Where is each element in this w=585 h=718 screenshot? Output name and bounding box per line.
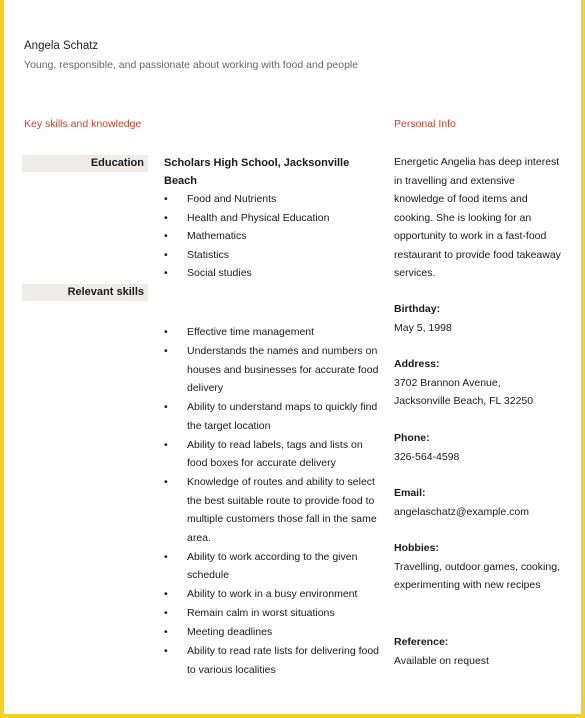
education-list xyxy=(164,190,379,283)
email-block xyxy=(394,484,564,521)
list-item: • Understands the names and numbers on houses and businesses for accurate food delivery xyxy=(164,342,379,398)
list-item: • Meeting deadlines xyxy=(164,623,379,642)
list-item: • Health and Physical Education xyxy=(164,209,379,228)
birthday-block xyxy=(394,300,564,337)
email-value: angelaschatz@example.com xyxy=(394,505,529,518)
phone-block xyxy=(394,429,564,466)
resume-page xyxy=(4,0,581,714)
reference-block xyxy=(394,633,564,670)
list-item: • Effective time management xyxy=(164,323,379,342)
personal-summary: Energetic Angelia has deep interest in travelling and extensive knowledge of food items and cooking. She is looking for an opportunity to work in a fast-food restaurant to provide food takeaway services. xyxy=(394,156,561,279)
address-label: Address: xyxy=(394,358,440,370)
list-item: • Food and Nutrients xyxy=(164,190,379,209)
reference-value: Available on request xyxy=(394,654,489,667)
list-item: • Ability to work in a busy environment xyxy=(164,585,379,604)
skills-list xyxy=(164,323,379,680)
list-item: • Mathematics xyxy=(164,227,379,246)
list-item: • Ability to understand maps to quickly find the target location xyxy=(164,398,379,435)
birthday-label: Birthday: xyxy=(394,303,441,315)
list-item: • Ability to work according to the given schedule xyxy=(164,548,379,585)
school-name: Scholars High School, Jacksonville Beach xyxy=(164,157,350,187)
birthday-value: May 5, 1998 xyxy=(394,321,452,334)
address-line-2: Jacksonville Beach, FL 32250 xyxy=(394,395,534,407)
skills-section-title: Key skills and knowledge xyxy=(24,118,142,130)
list-item: • Social studies xyxy=(164,264,379,283)
email-label: Email: xyxy=(394,487,426,499)
applicant-name: Angela Schatz xyxy=(24,40,99,52)
personal-info-title: Personal Info xyxy=(394,118,456,130)
hobbies-label: Hobbies: xyxy=(394,542,439,554)
address-line-1: 3702 Brannon Avenue, xyxy=(394,376,501,389)
tagline: Young, responsible, and passionate about working with food and people xyxy=(24,59,359,71)
list-item: • Remain calm in worst situations xyxy=(164,604,379,623)
phone-value: 326-564-4598 xyxy=(394,450,460,463)
list-item: • Ability to read labels, tags and lists on food boxes for accurate delivery xyxy=(164,436,379,473)
hobbies-block xyxy=(394,539,564,595)
list-item: • Statistics xyxy=(164,246,379,265)
address-block xyxy=(394,355,564,411)
phone-label: Phone: xyxy=(394,432,430,444)
hobbies-value: Travelling, outdoor games, cooking, experimenting with new recipes xyxy=(394,560,560,591)
list-item: • Ability to read rate lists for delivering food to various localities xyxy=(164,642,379,679)
relevant-skills-label: Relevant skills xyxy=(22,284,148,301)
education-label: Education xyxy=(22,155,148,172)
list-item: • Knowledge of routes and ability to select the best suitable route to provide food to multiple customers those fall in the same area. xyxy=(164,473,379,547)
reference-label: Reference: xyxy=(394,636,449,648)
